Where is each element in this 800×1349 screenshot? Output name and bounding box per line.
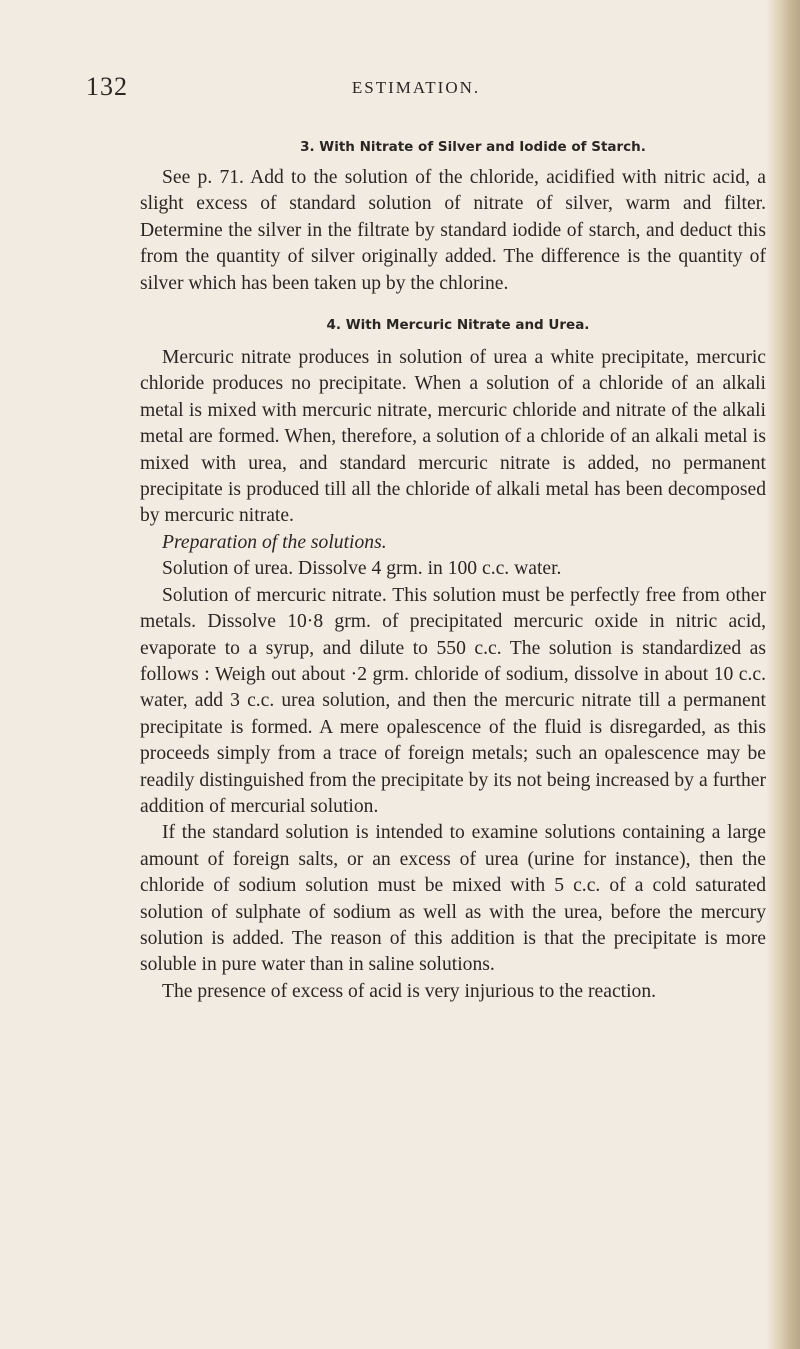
section-heading-3: 3. With Nitrate of Silver and Iodide of Starch. bbox=[300, 139, 646, 155]
paragraph-mercuric-solution: Solution of mercuric nitrate. This solution must be perfectly free from other metals. Dissolve 10·8 grm. of precipitated mercuric oxide in nitric acid, evaporate to a syrup, and dilute to 550 c.c. The solution is standardized as follows : Weigh out about ·2 grm. chloride of sodium, dissolve in about 10 c.c. water, add 3 c.c. urea solution, and then the mercuric nitrate till a permanent precipitate is formed. A mere opalescence of the fluid is disregarded, as this proceeds simply from a trace of foreign metals; such an opalescence may be readily distinguished from the precipitate by its not being increased by a further addition of mercurial solution. bbox=[140, 584, 766, 817]
running-head bbox=[86, 72, 746, 102]
paragraph-standard-solution: If the standard solution is intended to examine solutions containing a large amount of foreign salts, or an excess of urea (urine for instance), then the chloride of sodium solution must be mixed with 5 c.c. of a cold saturated solution of sulphate of sodium as well as with the urea, before the mercury solution is added. The reason of this addition is that the precipitate is more soluble in pure water than in saline solutions. bbox=[140, 822, 766, 976]
subheading-preparation: Preparation of the solutions. bbox=[162, 531, 387, 553]
paragraph-acid-note: The presence of excess of acid is very injurious to the reaction. bbox=[162, 980, 657, 1002]
page-number: 132 bbox=[86, 72, 128, 101]
section-heading-4: 4. With Mercuric Nitrate and Urea. bbox=[326, 317, 590, 334]
paragraph-urea-solution: Solution of urea. Dissolve 4 grm. in 100 c.c. water. bbox=[162, 558, 562, 580]
page-edge-shadow bbox=[766, 0, 800, 1349]
body-text bbox=[140, 137, 766, 1005]
paragraph-mercuric-urea: Mercuric nitrate produces in solution of urea a white precipitate, mercuric chloride produces no precipitate. When a solution of a chloride of an alkali metal is mixed with mercuric nitrate, mercuric chloride and nitrate of the alkali metal are formed. When, therefore, a solution of a chloride of an alkali metal is mixed with urea, and standard mercuric nitrate is added, no permanent precipitate is produced till all the chloride of alkali metal has been decomposed by mercuric nitrate. bbox=[140, 347, 766, 527]
running-title: ESTIMATION. bbox=[351, 78, 481, 97]
paragraph-silver-starch: See p. 71. Add to the solution of the chloride, acidified with nitric acid, a slight excess of standard solution of nitrate of silver, warm and filter. Determine the silver in the filtrate by standard iodide of starch, and deduct this from the quantity of silver originally added. The difference is the quantity of silver which has been taken up by the chlorine. bbox=[140, 167, 766, 294]
